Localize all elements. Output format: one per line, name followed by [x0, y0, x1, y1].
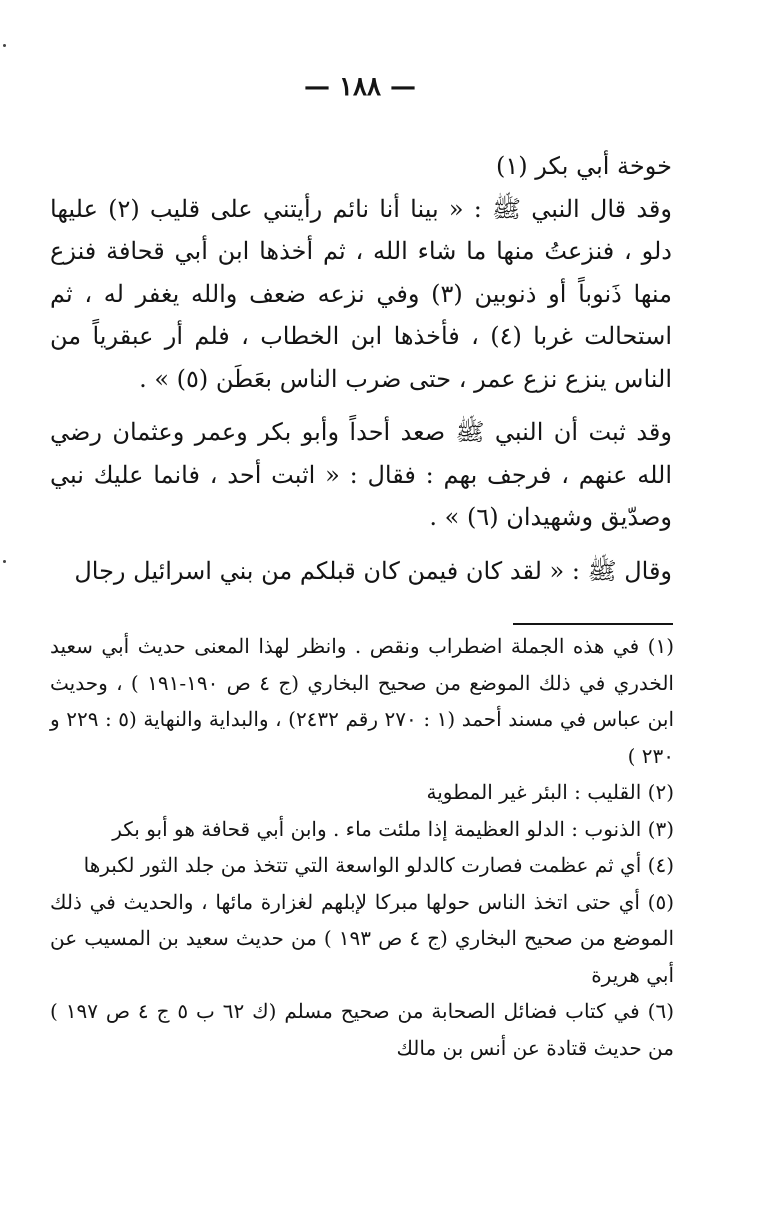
scan-speck: [3, 560, 6, 563]
section-heading: خوخة أبي بكر (١): [496, 152, 672, 180]
footnote-3: (٣) الذنوب : الدلو العظيمة إذا ملئت ماء . وابن أبي قحافة هو أبو بكر: [112, 816, 674, 841]
paragraph-hadith-well: وقد قال النبي ﷺ : « بينا أنا نائم رأيتني على قليب (٢) عليها دلو ، فنزعتُ منها ما شاء الله ، ثم أخذها ابن أبي قحافة فنزع منها ذَنوباً أو ذنوبين (٣) وفي نزعه ضعف والله يغفر له ، ثم استحالت غربا (٤) ، فأخذها ابن الخطاب ، فلم أر عبقرياً من الناس ينزع نزع عمر ، حتى ضرب الناس بعَطَن (٥) » .: [50, 194, 672, 393]
scan-speck: [3, 44, 6, 47]
footnote-2: (٢) القليب : البئر غير المطوية: [426, 780, 674, 804]
footnote-5: (٥) أي حتى اتخذ الناس حولها مبركا لإبلهم لغزارة مائها ، والحديث في ذلك الموضع من صحيح البخاري (ج ٤ ص ١٩٣ ) من حديث سعيد بن المسيب عن أبي هريرة: [50, 889, 674, 987]
paragraph-uhud: وقد ثبت أن النبي ﷺ صعد أحداً وأبو بكر وعمر وعثمان رضي الله عنهم ، فرجف بهم : فقال : « اثبت أحد ، فانما عليك نبي وصدّيق وشهيدان (٦) » .: [50, 418, 672, 531]
footnote-divider: [513, 623, 673, 625]
footnote-6: (٦) في كتاب فضائل الصحابة من صحيح مسلم (ك ٦٢ ب ٥ ج ٤ ص ١٩٧ ) من حديث قتادة عن أنس بن مالك: [50, 999, 674, 1060]
main-text: [50, 145, 672, 592]
page-number: — ١٨٨ —: [303, 72, 417, 102]
footnote-4: (٤) أي ثم عظمت فصارت كالدلو الواسعة التي تتخذ من جلد الثور لكبرها: [83, 853, 674, 877]
paragraph-israel: وقال ﷺ : « لقد كان فيمن كان قبلكم من بني اسرائيل رجال: [74, 556, 672, 585]
footnote-1: (١) في هذه الجملة اضطراب ونقص . وانظر لهذا المعنى حديث أبي سعيد الخدري في ذلك الموضع من صحيح البخاري (ج ٤ ص ١٩٠-١٩١ ) ، وحديث ابن عباس في مسند أحمد (١ : ٢٧٠ رقم ٢٤٣٢) ، والبداية والنهاية (٥ : ٢٢٩ و ٢٣٠ ): [50, 634, 675, 768]
footnotes: [50, 628, 674, 1066]
